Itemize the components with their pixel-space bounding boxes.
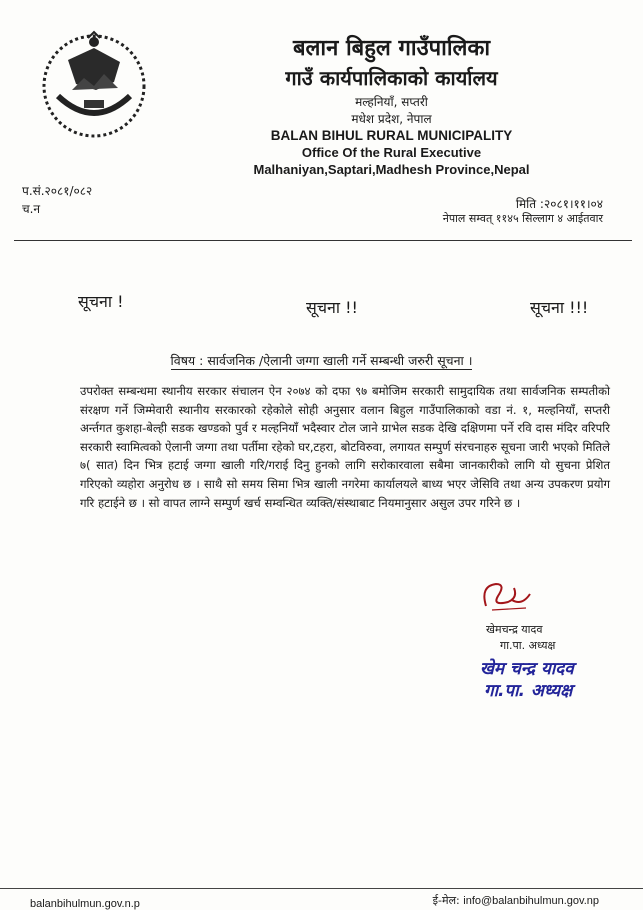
email-label: ई-मेल: [432,894,460,907]
signatory-name: खेमचन्द्र यादव [486,623,543,636]
letter-date-nepal-samvat: नेपाल सम्वत् ११४५ सिल्लाग ४ आईतवार [442,212,603,225]
header-province-np: मधेश प्रदेश, नेपाल [351,112,432,126]
notice-heading-1: सूचना ! [78,292,124,311]
stamp-title: गा.पा. अध्यक्ष [484,681,573,701]
signature-mark [478,576,538,616]
notice-heading-3: सूचना !!! [530,298,589,317]
header-divider [14,240,632,241]
footer-divider [0,888,643,889]
footer-email [433,893,599,908]
subject-line [0,352,643,369]
footer-website[interactable]: balanbihulmun.gov.n.p [30,898,140,910]
notice-heading-2: सूचना !! [306,298,358,317]
header-address-en: Malhaniyan,Saptari,Madhesh Province,Nepal [253,162,530,177]
header-title-np: बलान बिहुल गाउँपालिका [292,36,491,61]
reference-number: प.सं.२०८१/०८२ [22,184,93,198]
dispatch-number: च.न [22,202,41,216]
notice-body: उपरोक्त सम्बन्धमा स्थानीय सरकार संचालन ऐन २०७४ को दफा ९७ बमोजिम सरकारी सामुदायिक तथा सार्वजनिक सम्पतीको संरक्षण गर्ने जिम्मेवारी स्थानीय सरकारको रहेकोले सोही अनुसार वलान बिहुल गाउँपालिकाको वडा नं. १, मल्हनियाँ, सप्तरी अर्न्तगत कुशहा-बेल्ही सडक खण्डको पुर्व र मल्हनियाँ भदैस्वार टोल जाने ग्राभेल सडक देखि दक्षिणमा पर्ने रवि दास मंदिर वरिपरि सरकारी स्वामित्वको ऐलानी जग्गा तथा पर्तीमा रहेको घर,टहरा, बोटविरुवा, लगायत सम्पुर्ण संरचनाहरु सूचना जारी भएको मितिले ७( सात) दिन भित्र हटाई जग्गा खाली गरि/गराई दिनु हुनको लागि सरोकारवाला सबैमा जानकारीको लागि यो सुचना प्रेशित गरिएको व्यहोरा अनुरोध छ । साथै सो समय सिमा भित्र खाली नगरेमा कार्यालयले बाध्य भएर जेसिवि तथा अन्य उपकरण प्रयोग गरि हटाईने छ । सो वापत लाग्ने सम्पुर्ण खर्च सम्वन्धित व्यक्ति/संस्थाबाट नियमानुसार असुल उपर गरिने छ । [80,384,610,510]
stamp-name: खेम चन्द्र यादव [480,659,574,679]
header-subtitle-en: Office Of the Rural Executive [301,145,482,160]
signatory-title: गा.पा. अध्यक्ष [500,639,556,652]
header-title-en: BALAN BIHUL RURAL MUNICIPALITY [270,128,513,143]
header-address-np: मल्हनियाँ, सप्तरी [355,95,428,109]
letter-date: मिति :२०८१।११।०४ [515,197,603,211]
header-subtitle-np: गाउँ कार्यपालिकाको कार्यालय [285,66,498,90]
subject-text: विषय : सार्वजनिक /ऐलानी जग्गा खाली गर्ने सम्बन्धी जरुरी सूचना । [170,353,473,368]
email-address[interactable]: info@balanbihulmun.gov.np [463,895,599,907]
